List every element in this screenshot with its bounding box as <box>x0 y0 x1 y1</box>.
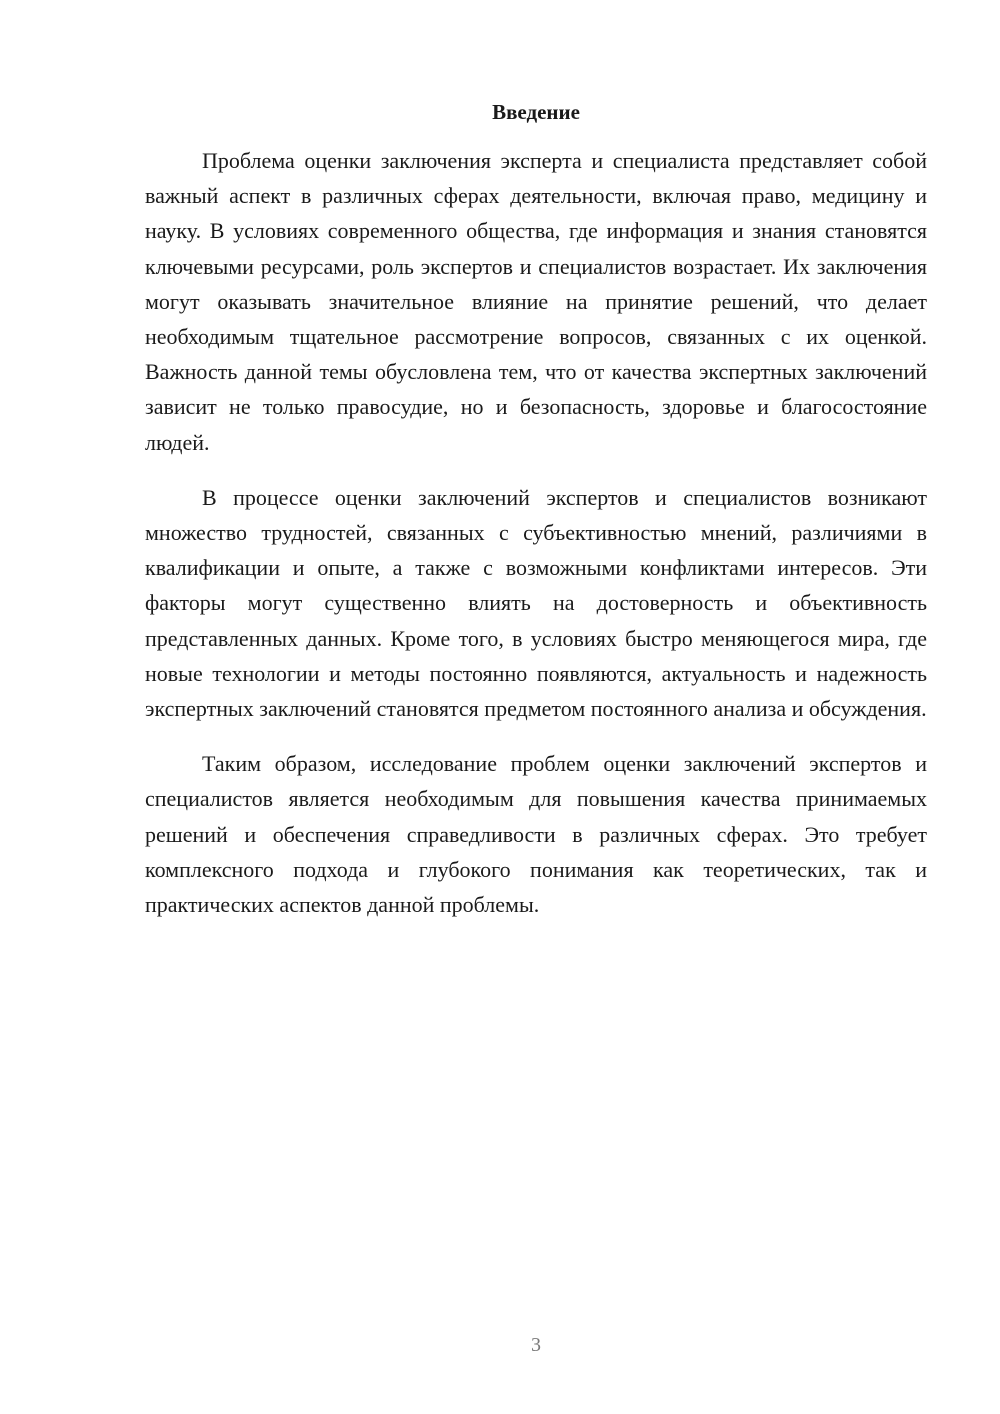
paragraph-2: В процессе оценки заключений экспертов и специалистов возникают множество трудностей, связанных с субъективностью мнений, различиями в квалификации и опыте, а также с возможными конфликтами интересов. Эти факторы могут существенно влиять на достоверность и объективность представленных данных. Кроме того, в условиях быстро меняющегося мира, где новые технологии и методы постоянно появляются, актуальность и надежность экспертных заключений становятся предметом постоянного анализа и обсуждения. <box>145 484 927 722</box>
body-text <box>145 143 927 942</box>
paragraph-1: Проблема оценки заключения эксперта и специалиста представляет собой важный аспект в различных сферах деятельности, включая право, медицину и науку. В условиях современного общества, где информация и знания становятся ключевыми ресурсами, роль экспертов и специалистов возрастает. Их заключения могут оказывать значительное влияние на принятие решений, что делает необходимым тщательное рассмотрение вопросов, связанных с их оценкой. Важность данной темы обусловлена тем, что от качества экспертных заключений зависит не только правосудие, но и безопасность, здоровье и благосостояние людей. <box>145 148 927 455</box>
page-number: 3 <box>531 1334 541 1356</box>
section-heading: Введение <box>492 100 580 124</box>
paragraph-3: Таким образом, исследование проблем оценки заключений экспертов и специалистов является необходимым для повышения качества принимаемых решений и обеспечения справедливости в различных сферах. Это требует комплексного подхода и глубокого понимания как теоретических, так и практических аспектов данной проблемы. <box>145 751 927 918</box>
